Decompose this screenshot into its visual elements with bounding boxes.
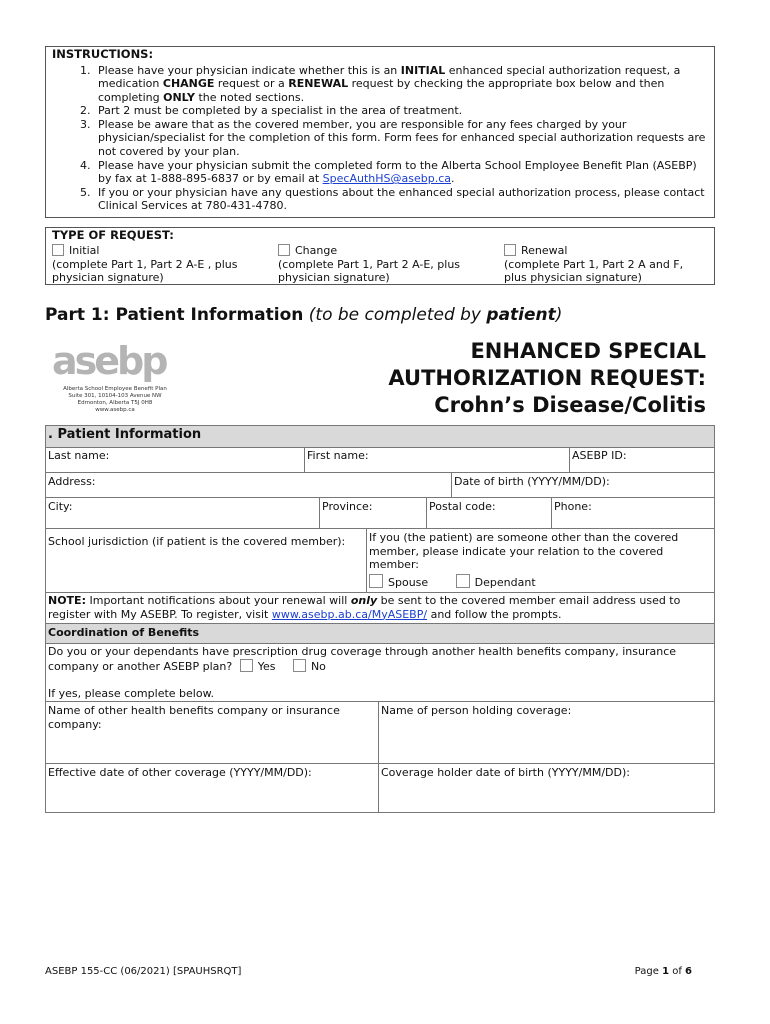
coordination-header: Coordination of Benefits [45,624,715,644]
coordination-question: Do you or your dependants have prescription drug coverage through another health benefits company, insurance company or another ASEBP plan? Yes No If yes, please complete below. [45,644,715,702]
dob-field[interactable]: Date of birth (YYYY/MM/DD): [452,473,715,498]
myasebp-link[interactable]: www.asebp.ab.ca/MyASEBP/ [271,607,428,621]
coverage-no-checkbox[interactable] [293,659,306,672]
instructions-box [45,46,715,218]
relation-field: If you (the patient) are someone other than the covered member, please indicate your relation to the covered member: Spouse Dependant [367,529,715,593]
request-option-initial: Initial (complete Part 1, Part 2 A-E , plus physician signature) [52,244,238,284]
logo-wordmark: asebp [52,339,166,383]
renewal-note: NOTE: Important notifications about your renewal will only be sent to the covered member email address used to register with My ASEBP. To register, visit www.asebp.ab.ca/MyASEBP/ and follow the prompts. [45,593,715,624]
page-number: Page 1 of 6 [634,966,692,977]
last-name-field[interactable]: Last name: [45,447,305,473]
postal-code-field[interactable]: Postal code: [427,498,552,529]
dependant-checkbox[interactable] [456,574,470,588]
email-link[interactable]: SpecAuthHS@asebp.ca [322,172,451,186]
request-option-renewal: Renewal (complete Part 1, Part 2 A and F, plus physician signature) [504,244,684,284]
request-type-box [45,227,715,285]
holder-name-field[interactable]: Name of person holding coverage: [379,702,715,764]
school-jurisdiction-field[interactable]: School jurisdiction (if patient is the covered member): [45,529,367,593]
renewal-checkbox[interactable] [504,244,516,256]
change-checkbox[interactable] [278,244,290,256]
request-option-change: Change (complete Part 1, Part 2 A-E, plus physician signature) [278,244,461,284]
phone-field[interactable]: Phone: [552,498,715,529]
first-name-field[interactable]: First name: [305,447,570,473]
instruction-item-1: 1. Please have your physician indicate whether this is an INITIAL enhanced special authorization request, a medication CHANGE request or a RENEWAL request by checking the appropriate box below and then completing ONLY the noted sections. [80,63,681,104]
part1-title: Part 1: Patient Information (to be completed by patient) [45,305,563,325]
holder-dob-field[interactable]: Coverage holder date of birth (YYYY/MM/DD): [379,764,715,813]
asebp-logo [52,334,172,386]
form-code: ASEBP 155-CC (06/2021) [SPAUHSRQT] [45,966,242,977]
city-field[interactable]: City: [45,498,320,529]
instruction-item-4: 4. Please have your physician submit the completed form to the Alberta School Employee Benefit Plan (ASEBP) by fax at 1-888-895-6837 or by email at SpecAuthHS@asebp.ca. [80,158,697,186]
instruction-item-2: 2. Part 2 must be completed by a specialist in the area of treatment. [80,104,463,118]
coverage-yes-checkbox[interactable] [240,659,253,672]
address-field[interactable]: Address: [45,473,452,498]
initial-checkbox[interactable] [52,244,64,256]
instructions-list [52,64,708,214]
other-company-field[interactable]: Name of other health benefits company or insurance company: [45,702,379,764]
asebp-id-field[interactable]: ASEBP ID: [570,447,715,473]
request-type-heading: TYPE OF REQUEST: [52,228,174,242]
province-field[interactable]: Province: [320,498,427,529]
patient-info-header: . Patient Information [46,426,714,448]
asebp-logo-mark [52,334,172,386]
instruction-item-5: 5. If you or your physician have any questions about the enhanced special authorization process, please contact Clinical Services at 780-431-4780. [80,185,705,213]
effective-date-field[interactable]: Effective date of other coverage (YYYY/MM/DD): [45,764,379,813]
spouse-checkbox[interactable] [369,574,383,588]
logo-address: Alberta School Employee Benefit Plan Suite 301, 10104-103 Avenue NW Edmonton, Alberta T5J 0H8 www.asebp.ca [63,386,167,413]
instructions-heading: INSTRUCTIONS: [52,47,154,61]
instruction-item-3: 3. Please be aware that as the covered member, you are responsible for any fees charged by your physician/specialist for the completion of this form. Form fees for enhanced special authorization requests are not covered by your plan. [80,117,706,159]
form-title: ENHANCED SPECIAL AUTHORIZATION REQUEST: Crohn’s Disease/Colitis [388,339,706,417]
